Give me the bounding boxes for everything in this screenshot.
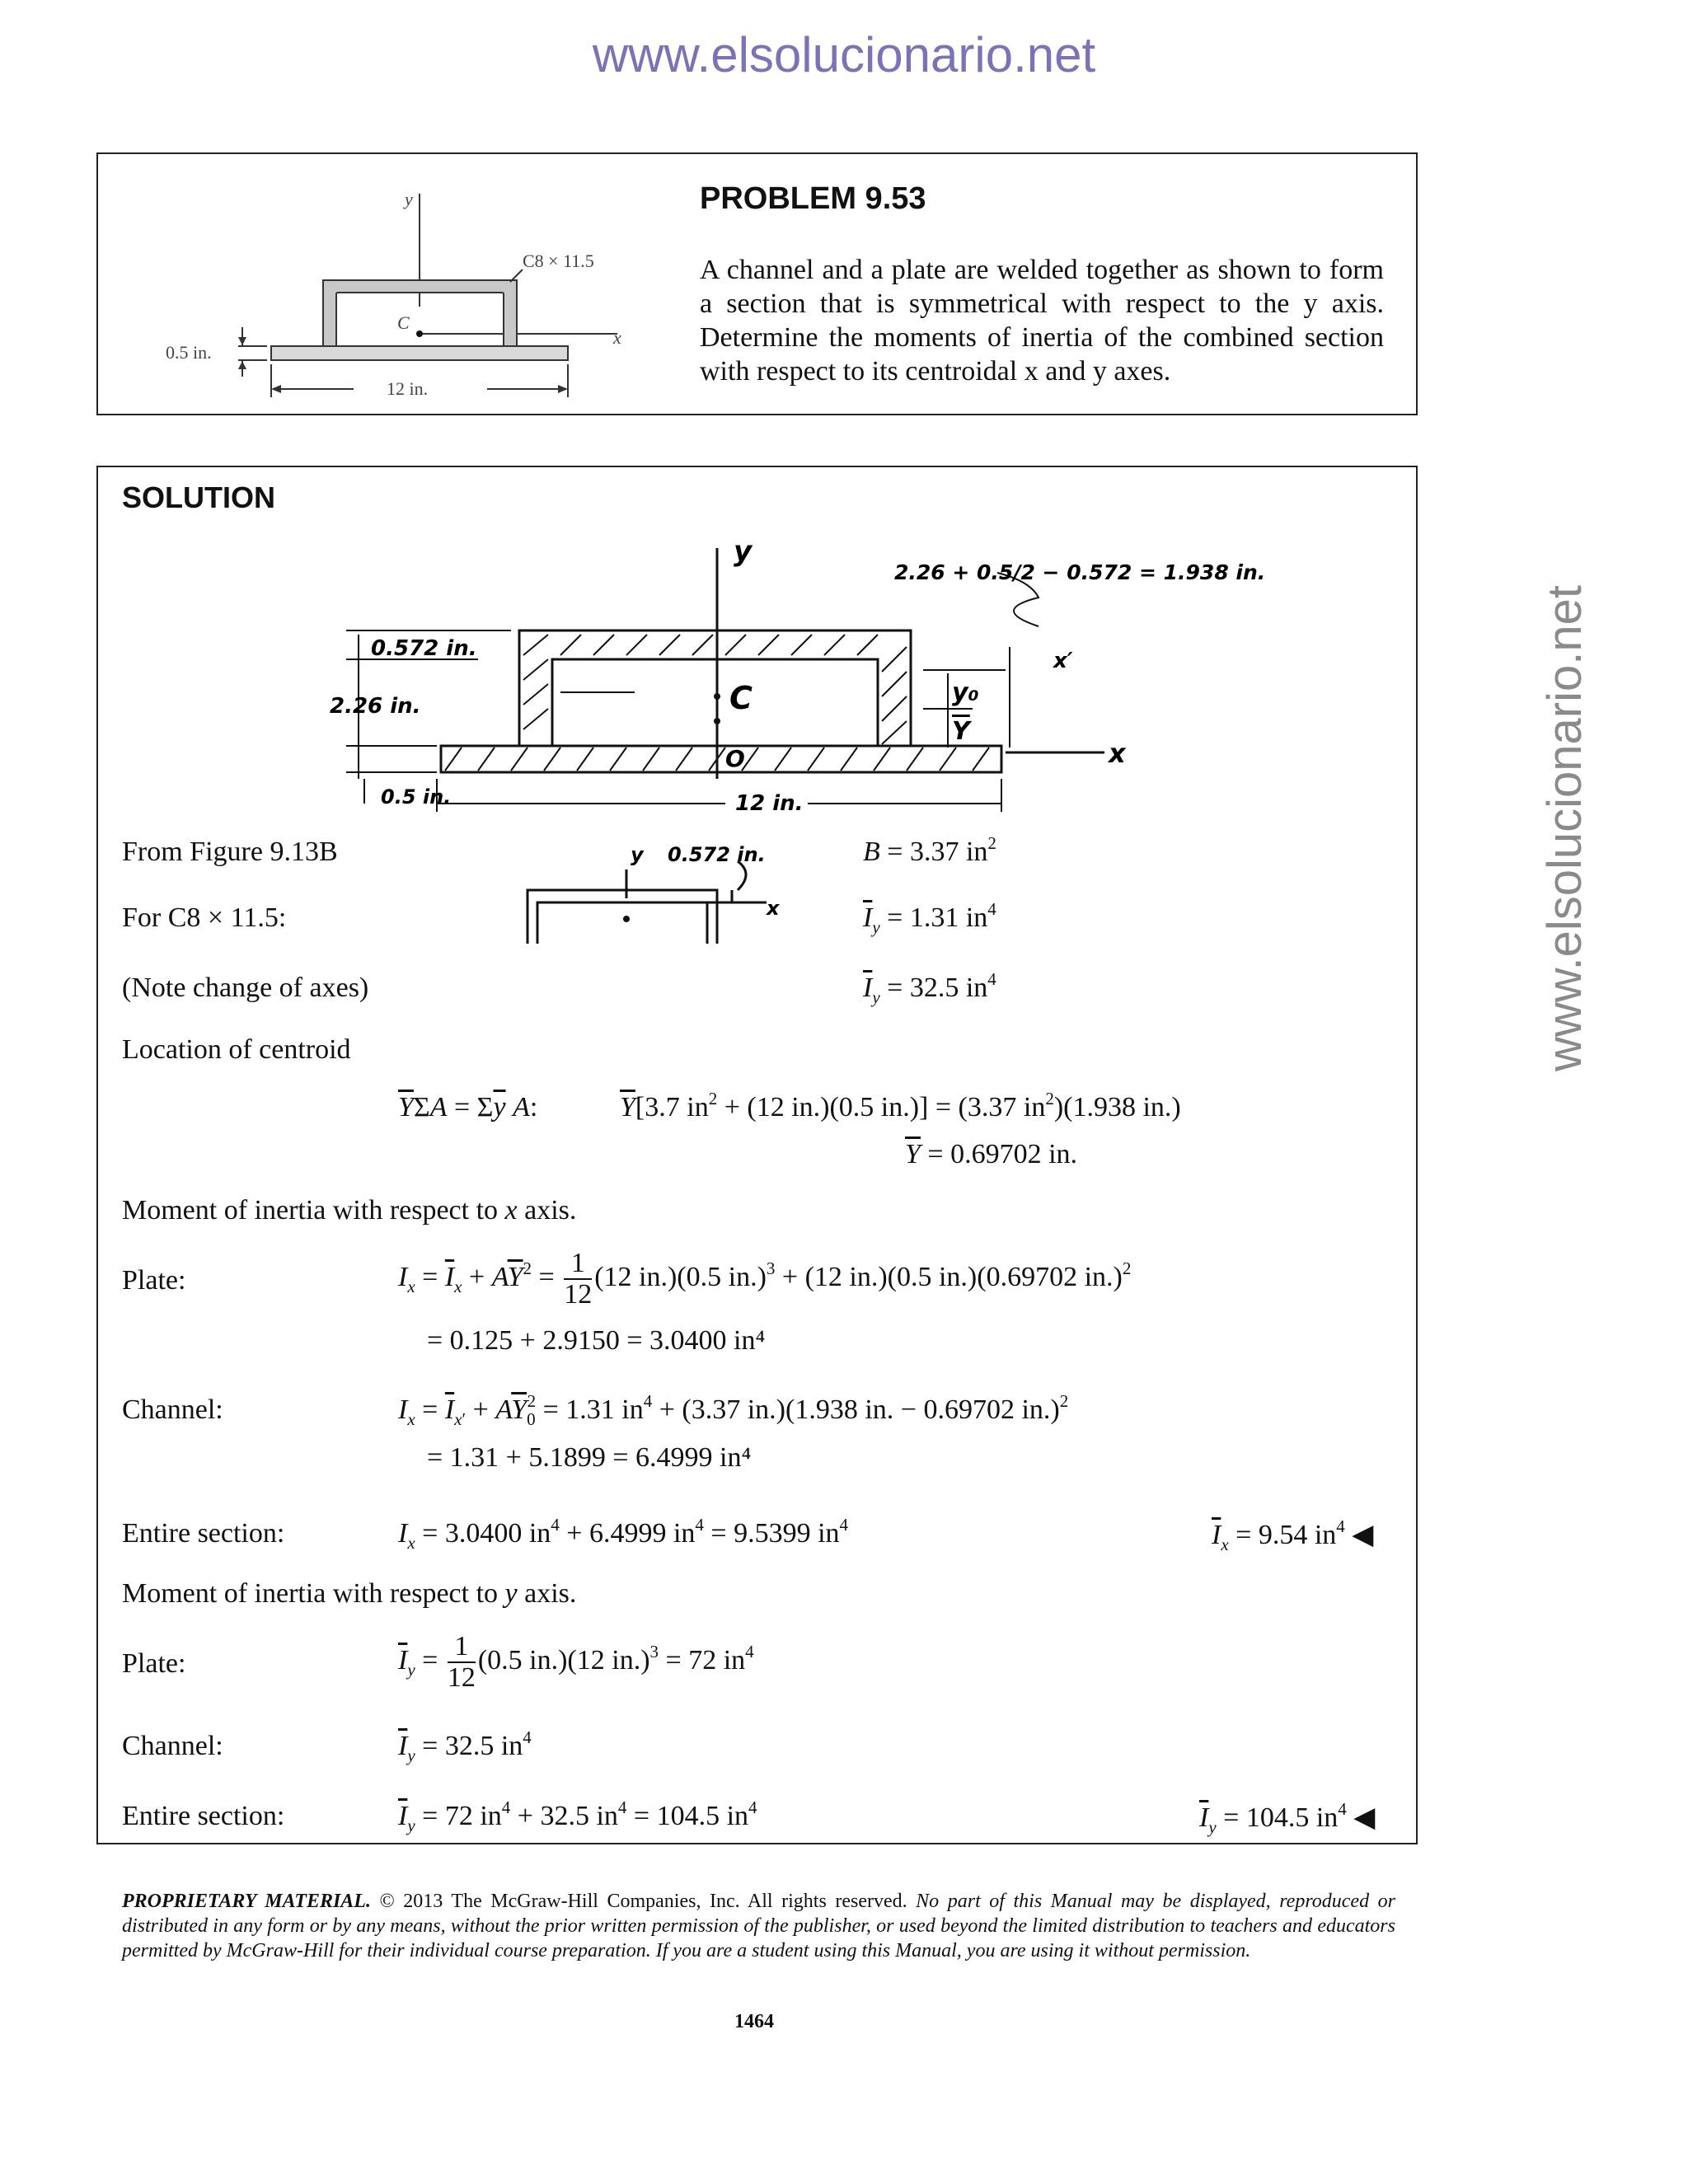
sketch-top-note: 2.26 + 0.5/2 − 0.572 = 1.938 in. <box>894 560 1266 584</box>
plate-y-calc: $\overline{I}_y$ = $\frac{1}{12}$ (0.5 in.)(12 in.)$^3$ = 72 $in^4$ <box>398 1631 754 1693</box>
channel-y-calc: $\overline{I}_y = 32.5$ $in^4$ <box>398 1727 532 1765</box>
centroid-rhs: $\overline{Y}[3.7$ $in^2 + (12$ in.)(0.5 in.)] = (3.37 $in^2)(1.938$ in.) <box>620 1089 1181 1122</box>
fig-channel-label: C8 × 11.5 <box>523 251 594 271</box>
sketch-label-y: y <box>734 535 753 568</box>
problem-box <box>96 152 1418 415</box>
channel-y-label: Channel: <box>122 1731 223 1761</box>
row-fig-label: From Figure 9.13B <box>122 837 338 867</box>
sketch-dim-height: 2.26 in. <box>330 694 421 719</box>
entire-y-label: Entire section: <box>122 1801 285 1831</box>
centroid-lhs: $\overline{Y}\Sigma A = \Sigma\overline{y}$ A: <box>398 1092 538 1122</box>
sketch-label-c: C <box>729 680 753 716</box>
sketch-label-xprime: x′ <box>1053 649 1073 673</box>
sketch-label-o: O <box>725 745 745 772</box>
channel-x-line1: $I_x = \overline{I}_{x'} + A\overline{Y}_0^2 = 1.31$ $in^4 + (3.37$ in.)(1.938 in. − 0.69702 in.)$^2$ <box>398 1391 1069 1429</box>
sketch-label-x: x <box>1109 738 1126 769</box>
solution-heading: SOLUTION <box>122 480 275 514</box>
channel-x-label: Channel: <box>122 1394 223 1425</box>
watermark-top[interactable]: www.elsolucionario.net <box>592 27 1096 82</box>
plate-x-line1: $I_x = \overline{I}_x + A\overline{Y}^2$ = $\frac{1}{12}$ (12 in.)(0.5 in.)$^3$ + (12 in.)(0.5 in.)(0.69702 in.)$^2$ <box>398 1248 1132 1310</box>
plate-x-line2: = 0.125 + 2.9150 = 3.0400 in⁴ <box>427 1325 766 1356</box>
mx-label: Moment of inertia with respect to x axis. <box>122 1195 577 1226</box>
small-dim: 0.572 in. <box>668 843 766 866</box>
page-number: 1464 <box>734 2011 774 2032</box>
fig-centroid-dot <box>416 330 423 337</box>
fig-plate <box>271 346 568 360</box>
sketch-label-y0: y₀ <box>952 678 979 707</box>
sketch-label-ybar: Y <box>952 717 970 746</box>
row-note-label: (Note change of axes) <box>122 972 369 1003</box>
row-c8-value: $\overline{I}_y = 1.31$ $in^4$ <box>863 899 996 937</box>
fig-width-label: 12 in. <box>387 378 429 399</box>
entire-x-answer: $\overline{I}_x = 9.54$ $in^4$ ◀ <box>1212 1516 1374 1554</box>
centroid-result: $\overline{Y} = 0.69702$ in. <box>905 1139 1078 1169</box>
small-y: y <box>631 843 644 866</box>
entire-x-label: Entire section: <box>122 1518 285 1549</box>
fig-label-y: y <box>405 189 413 209</box>
entire-x-calc: $I_x = 3.0400$ $in^4 + 6.4999$ $in^4 = 9.5399$ $in^4$ <box>398 1515 849 1553</box>
sketch-dim-plate: 0.5 in. <box>381 785 452 808</box>
sketch-dim-flange: 0.572 in. <box>371 636 477 661</box>
watermark-side: www.elsolucionario.net <box>1538 585 1592 1071</box>
my-label: Moment of inertia with respect to y axis. <box>122 1578 577 1609</box>
footer-notice: PROPRIETARY MATERIAL. © 2013 The McGraw-Hill Companies, Inc. All rights reserved. No part of this Manual may be displayed, reproduced or distributed in any form or by any means, without the prior written permission of the publisher, or used beyond the limited distribution to teachers and educators permitted by McGraw-Hill for their individual course preparation. If you are a student using this Manual, you are using it without permission. <box>122 1891 1395 1961</box>
entire-y-calc: $\overline{I}_y = 72$ $in^4 + 32.5$ $in^4 = 104.5$ $in^4$ <box>398 1797 757 1835</box>
fig-thickness-label: 0.5 in. <box>166 342 212 363</box>
problem-statement: A channel and a plate are welded together as shown to form a section that is symmetrical with respect to the y axis. Determine the moments of inertia of the combined section with respect to its centroidal x and y axes. <box>700 255 1384 387</box>
sketch-dim-width: 12 in. <box>735 791 804 816</box>
sketch-channel <box>519 630 911 746</box>
channel-x-line2: = 1.31 + 5.1899 = 6.4999 in⁴ <box>427 1442 752 1473</box>
plate-y-label: Plate: <box>122 1648 186 1679</box>
solution-sketch <box>313 532 1266 820</box>
problem-title: PROBLEM 9.53 <box>700 181 926 216</box>
fig-label-c: C <box>397 312 410 333</box>
centroid-label: Location of centroid <box>122 1034 351 1065</box>
entire-y-answer: $\overline{I}_y = 104.5$ $in^4$ ◀ <box>1199 1799 1376 1837</box>
small-channel-sketch <box>519 837 799 952</box>
fig-label-x: x <box>613 327 621 348</box>
plate-x-label: Plate: <box>122 1265 186 1296</box>
problem-figure <box>148 187 724 399</box>
row-note-value: $\overline{I}_y = 32.5$ $in^4$ <box>863 969 996 1007</box>
small-x: x <box>767 897 780 920</box>
row-c8-label: For C8 × 11.5: <box>122 902 287 933</box>
row-fig-value: B = 3.37 $in^2$ <box>863 833 996 867</box>
